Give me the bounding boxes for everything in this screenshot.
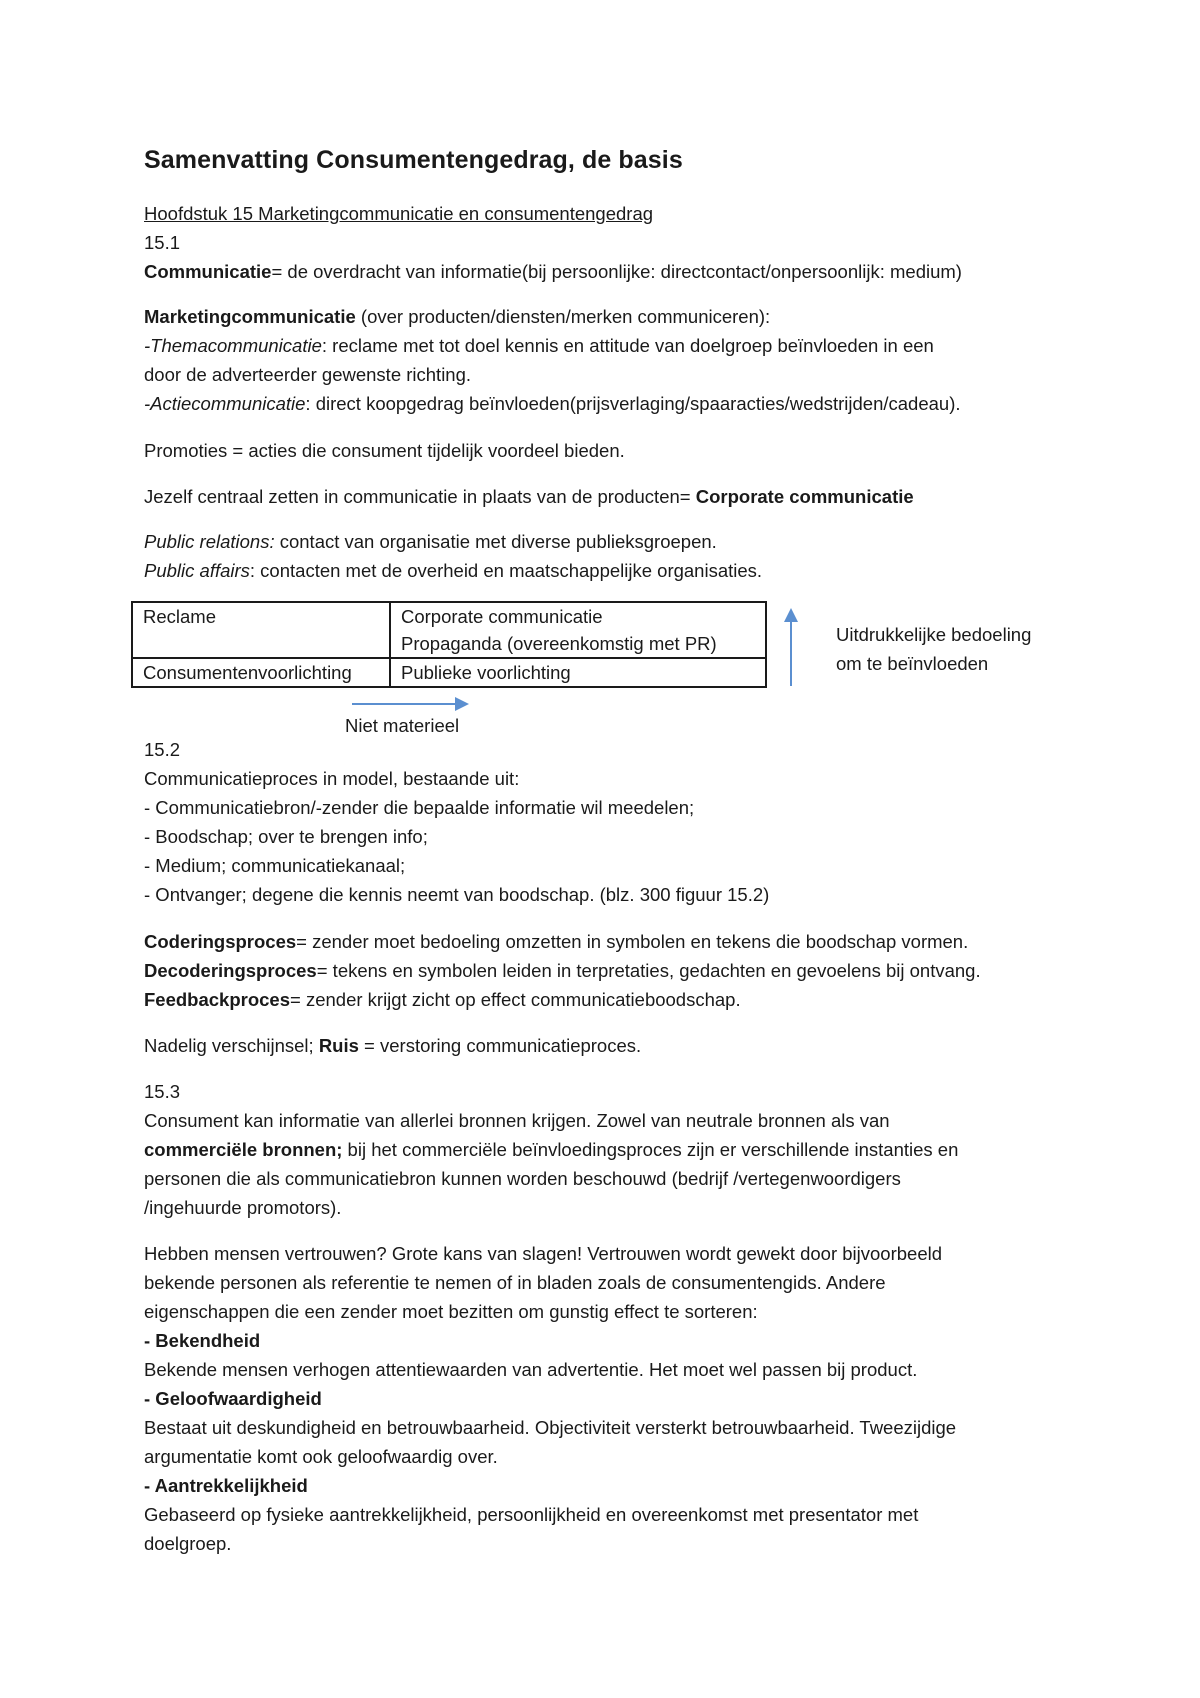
proces-definitions: [144, 927, 1084, 1014]
paragraph-line: eigenschappen die een zender moet bezitten om gunstig effect te sorteren:: [144, 1301, 758, 1322]
table-cell: Reclame: [132, 602, 390, 658]
subheading-geloofwaardigheid: - Geloofwaardigheid: [144, 1388, 322, 1409]
document-title: Samenvatting Consumentengedrag, de basis: [144, 146, 683, 174]
side-label: Uitdrukkelijke bedoeling om te beïnvloeden: [836, 624, 1032, 674]
definition-themacommunicatie: -Themacommunicatie: reclame met tot doel kennis en attitude van doelgroep beïnvloeden in een: [144, 335, 934, 356]
arrow-up-icon: [784, 608, 798, 686]
paragraph-line: doelgroep.: [144, 1533, 232, 1554]
diagram-arrows: [0, 0, 1200, 800]
definition-communicatie: Communicatie= de overdracht van informatie(bij persoonlijke: directcontact/onpersoonlijk: medium): [144, 261, 962, 282]
corporate-paragraph: Jezelf centraal zetten in communicatie in plaats van de producten= Corporate communicatie: [144, 486, 914, 507]
table-cell: Consumentenvoorlichting: [132, 658, 390, 687]
list-item: - Medium; communicatiekanaal;: [144, 855, 406, 876]
paragraph-line: commerciële bronnen; bij het commerciële beïnvloedingsproces zijn er verschillende instanties en: [144, 1139, 959, 1160]
paragraph-line: bekende personen als referentie te nemen of in bladen zoals de consumentengids. Andere: [144, 1272, 886, 1293]
arrow-right-icon: [352, 697, 469, 711]
paragraph-line: personen die als communicatiebron kunnen worden beschouwd (bedrijf /vertegenwoordigers: [144, 1168, 901, 1189]
table-cell: Corporate communicatie Propaganda (overeenkomstig met PR): [390, 602, 766, 658]
definition-coderingsproces: Coderingsproces= zender moet bedoeling omzetten in symbolen en tekens die boodschap vormen.: [144, 931, 969, 952]
section-15-3: [144, 1077, 1084, 1222]
below-label: Niet materieel: [345, 715, 460, 736]
paragraph-line: argumentatie komt ook geloofwaardig over.: [144, 1446, 498, 1467]
eigenschappen-block: [144, 1239, 1084, 1558]
list-item: - Ontvanger; degene die kennis neemt van boodschap. (blz. 300 figuur 15.2): [144, 884, 770, 905]
chapter-heading: Hoofdstuk 15 Marketingcommunicatie en consumentengedrag: [144, 203, 654, 224]
definition-feedbackproces: Feedbackproces= zender krijgt zicht op effect communicatieboodschap.: [144, 989, 741, 1010]
definition-themacommunicatie-cont: door de adverteerder gewenste richting.: [144, 364, 472, 385]
definition-public-relations: Public relations: contact van organisatie met diverse publieksgroepen.: [144, 531, 717, 552]
paragraph-intro: Communicatieproces in model, bestaande uit:: [144, 768, 520, 789]
definition-actiecommunicatie: -Actiecommunicatie: direct koopgedrag beïnvloeden(prijsverlaging/spaaracties/wedstrijden/cadeau).: [144, 393, 961, 414]
definition-public-affairs: Public affairs: contacten met de overheid en maatschappelijke organisaties.: [144, 560, 763, 581]
section-15-2: [144, 735, 1084, 909]
list-item: - Boodschap; over te brengen info;: [144, 826, 428, 847]
paragraph-line: Consument kan informatie van allerlei bronnen krijgen. Zowel van neutrale bronnen als van: [144, 1110, 890, 1131]
list-item: - Communicatiebron/-zender die bepaalde informatie wil meedelen;: [144, 797, 695, 818]
section-number: 15.2: [144, 739, 181, 760]
table-cell: Publieke voorlichting: [390, 658, 766, 687]
paragraph-line: Hebben mensen vertrouwen? Grote kans van slagen! Vertrouwen wordt gewekt door bijvoorbeeld: [144, 1243, 943, 1264]
section-number: 15.1: [144, 232, 181, 253]
promoties-paragraph: Promoties = acties die consument tijdelijk voordeel bieden.: [144, 440, 625, 461]
definition-decoderingsproces: Decoderingsproces= tekens en symbolen leiden in terpretaties, gedachten en gevoelens bij ontvang.: [144, 960, 981, 981]
paragraph-line: /ingehuurde promotors).: [144, 1197, 342, 1218]
ruis-paragraph: Nadelig verschijnsel; Ruis = verstoring communicatieproces.: [144, 1035, 642, 1056]
subheading-aantrekkelijkheid: - Aantrekkelijkheid: [144, 1475, 308, 1496]
section-number: 15.3: [144, 1081, 181, 1102]
definition-marketingcommunicatie: Marketingcommunicatie (over producten/diensten/merken communiceren):: [144, 306, 771, 327]
paragraph-line: Bestaat uit deskundigheid en betrouwbaarheid. Objectiviteit versterkt betrouwbaarheid. Tweezijdige: [144, 1417, 957, 1438]
subheading-bekendheid: - Bekendheid: [144, 1330, 261, 1351]
paragraph-line: Bekende mensen verhogen attentiewaarden van advertentie. Het moet wel passen bij product.: [144, 1359, 918, 1380]
paragraph-line: Gebaseerd op fysieke aantrekkelijkheid, persoonlijkheid en overeenkomst met presentator met: [144, 1504, 919, 1525]
